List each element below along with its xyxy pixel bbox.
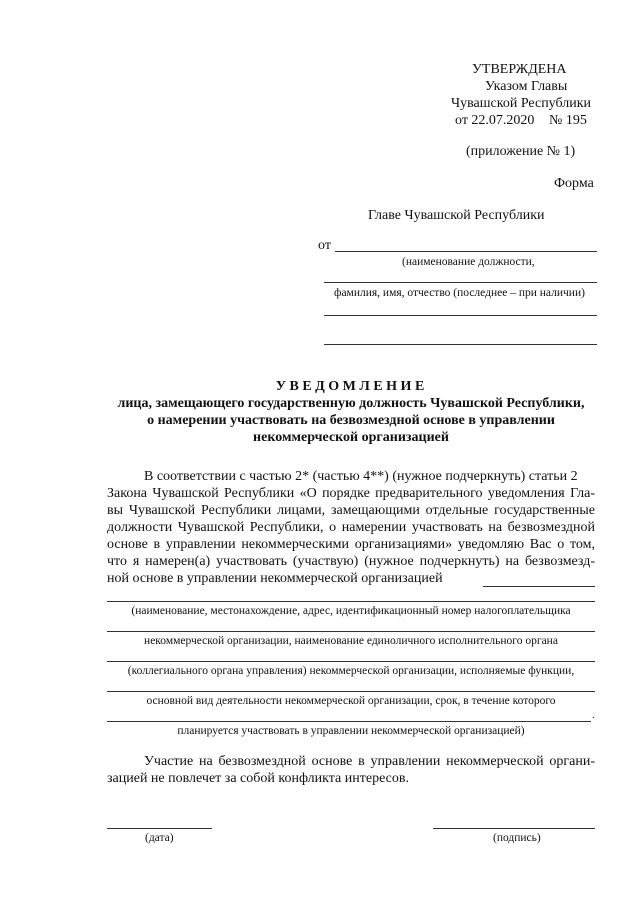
date-label: (дата) — [145, 832, 174, 844]
conflict-line-1: Участие на безвозмездной основе в управлении некоммерческой органи- — [144, 754, 595, 769]
approval-date: от 22.07.2020 — [455, 113, 535, 128]
position-field-line — [335, 251, 597, 252]
body-line-2: Закона Чувашской Республики «О порядке предварительного уведомления Гла- — [107, 486, 595, 501]
position-hint: (наименование должности, — [402, 256, 535, 268]
approval-republic: Чувашской Республики — [451, 96, 592, 111]
org-field-line-0 — [483, 586, 595, 587]
name-field-line-2 — [324, 344, 597, 345]
org-field-line-3 — [107, 661, 595, 662]
body-line-4: должности Чувашской Республики, о намерении участвовать на безвозмездной — [107, 520, 595, 535]
from-label: от — [318, 238, 331, 253]
org-hint-5: планируется участвовать в управлении некоммерческой организацией) — [177, 725, 525, 737]
org-hint-2: некоммерческой организации, наименование единоличного исполнительного органа — [144, 635, 558, 647]
name-field-line-1 — [324, 315, 597, 316]
body-line-7: ной основе в управлении некоммерческой организацией — [107, 571, 443, 586]
date-field-line — [107, 828, 212, 829]
org-period: . — [592, 709, 595, 721]
subtitle-line-3: некоммерческой организацией — [253, 430, 449, 445]
subtitle-line-2: о намерении участвовать на безвозмездной основе в управлении — [147, 413, 555, 428]
org-field-line-2 — [107, 631, 595, 632]
approval-number: № 195 — [549, 113, 587, 128]
appendix-label: (приложение № 1) — [466, 144, 576, 159]
name-hint: фамилия, имя, отчество (последнее – при наличии) — [334, 287, 585, 299]
approval-decree: Указом Главы — [485, 79, 568, 94]
org-field-line-4 — [107, 691, 595, 692]
body-line-1: В соответствии с частью 2* (частью 4**) (нужное подчеркнуть) статьи 2 — [144, 469, 578, 484]
org-field-line-1 — [107, 601, 595, 602]
org-hint-4: основной вид деятельности некоммерческой организации, срок, в течение которого — [146, 695, 556, 707]
approval-title: УТВЕРЖДЕНА — [472, 62, 567, 77]
org-hint-1: (наименование, местонахождение, адрес, идентификационный номер налогоплательщика — [131, 605, 571, 617]
subtitle-line-1: лица, замещающего государственную должность Чувашской Республики, — [117, 396, 585, 411]
addressee: Главе Чувашской Республики — [368, 208, 545, 223]
document-title: У В Е Д О М Л Е Н И Е — [275, 379, 425, 394]
conflict-line-2: зацией не повлечет за собой конфликта интересов. — [107, 771, 409, 786]
body-line-3: вы Чувашской Республики лицами, замещающими отдельные государственные — [107, 503, 595, 518]
position-field-line-2 — [324, 282, 597, 283]
body-line-5: основе в управлении некоммерческими организациями» уведомляю Вас о том, — [107, 537, 595, 552]
org-field-line-5 — [107, 721, 591, 722]
signature-label: (подпись) — [493, 832, 541, 844]
signature-field-line — [433, 828, 595, 829]
form-label: Форма — [554, 176, 594, 191]
org-hint-3: (коллегиального органа управления) некоммерческой организации, исполняемые функции, — [127, 665, 575, 677]
body-line-6: что я намерен(а) участвовать (участвую) (нужное подчеркнуть) на безвозмезд- — [107, 554, 595, 569]
